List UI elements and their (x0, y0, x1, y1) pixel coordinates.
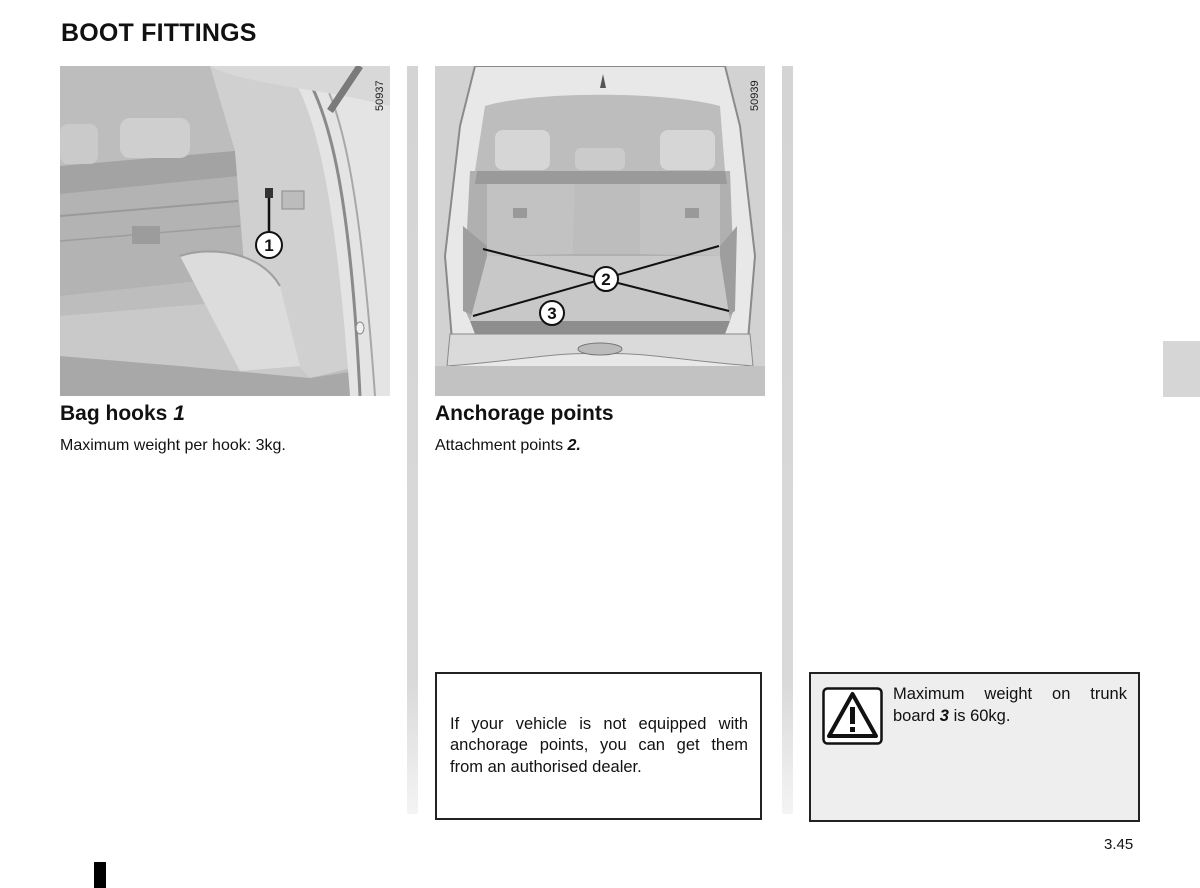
bag-hooks-text: Maximum weight per hook: 3kg. (60, 437, 286, 454)
callout-3: 3 (547, 304, 557, 323)
column-divider (782, 66, 793, 814)
note-text: If your vehicle is not equipped with anchorage points, you can get them from an authorised dealer. (450, 714, 748, 776)
warning-text (893, 684, 1127, 727)
anchorage-heading: Anchorage points (435, 402, 614, 425)
figure-code: 50937 (374, 80, 386, 111)
bag-hooks-heading (60, 402, 185, 426)
anchorage-text-ref: 2. (567, 437, 581, 454)
anchorage-text-body: Attachment points (435, 437, 564, 454)
warning-text-after: is 60kg. (953, 706, 1011, 725)
edge-mark (94, 862, 106, 888)
warning-triangle-icon (822, 687, 883, 745)
bag-hooks-heading-text: Bag hooks (60, 402, 168, 425)
warning-ref: 3 (939, 706, 949, 725)
anchorage-illustration (435, 66, 765, 396)
page-number: 3.45 (1104, 836, 1134, 853)
note-box (435, 672, 762, 820)
callout-1: 1 (264, 236, 274, 255)
callout-2: 2 (601, 270, 611, 289)
warning-text-before: Maximum weight on trunk board (893, 685, 1127, 725)
anchorage-text (435, 437, 581, 455)
page-title: BOOT FITTINGS (61, 19, 257, 47)
chapter-tab (1163, 341, 1200, 397)
warning-box (809, 672, 1140, 822)
column-divider (407, 66, 418, 814)
bag-hooks-heading-ref: 1 (173, 402, 185, 425)
figure-code: 50939 (749, 80, 761, 111)
bag-hook-illustration (60, 66, 390, 396)
